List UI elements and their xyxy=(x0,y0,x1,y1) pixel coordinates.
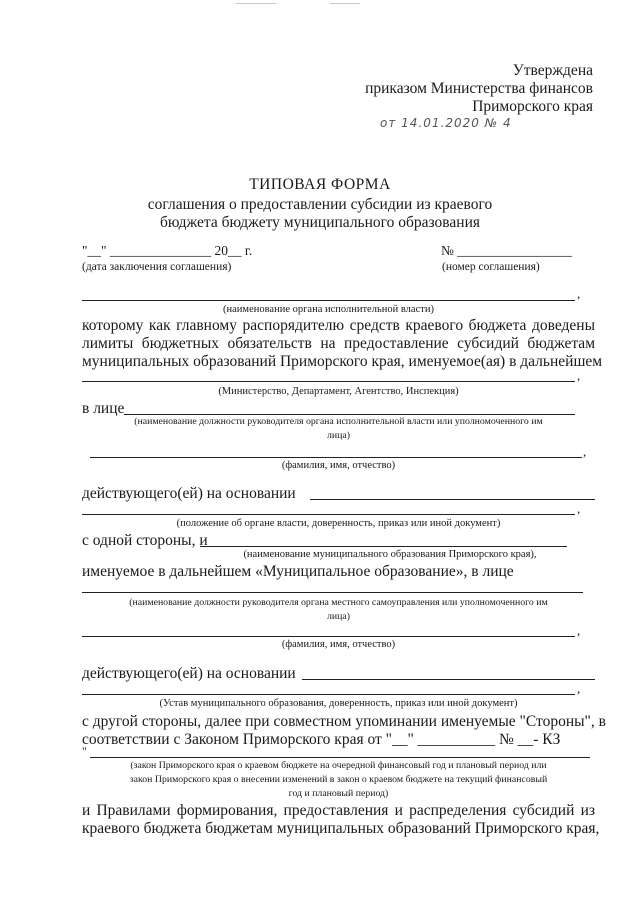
head-position-line xyxy=(124,414,575,415)
municipality-line xyxy=(200,546,567,547)
basis-line xyxy=(82,694,575,695)
paragraph-line: и Правилами формирования, предоставления и распределения субсидий из xyxy=(82,802,595,819)
law-quote-mark: " xyxy=(82,744,87,758)
authority-name-caption: (наименование органа исполнительной власти) xyxy=(223,304,434,315)
paragraph-line: лимиты бюджетных обязательств на предоставление субсидий бюджетам xyxy=(82,335,595,352)
law-caption: год и плановый период) xyxy=(288,788,389,799)
local-head-line xyxy=(82,592,583,593)
paragraph-line: именуемое в дальнейшем «Муниципальное образование», в лице xyxy=(82,563,514,580)
law-caption: закон Приморского края о внесении изменений в закон о краевом бюджете на текущий финансовый xyxy=(129,774,548,785)
fio-caption: (фамилия, имя, отчество) xyxy=(281,460,396,471)
form-title-line-1: соглашения о предоставлении субсидии из краевого xyxy=(147,196,493,213)
basis-line xyxy=(82,514,575,515)
local-head-caption: (наименование должности руководителя органа местного самоуправления или уполномоченного им xyxy=(129,597,548,608)
in-person-label: в лице xyxy=(82,400,125,417)
basis-caption: (Устав муниципального образования, доверенность, приказ или иной документ) xyxy=(159,698,518,709)
ministry-caption: (Министерство, Департамент, Агентство, Инспекция) xyxy=(218,386,459,397)
paragraph-line: с другой стороны, далее при совместном упоминании именуемые "Стороны", в xyxy=(82,713,606,730)
paragraph-line: краевого бюджета бюджетам муниципальных образований Приморского края, xyxy=(82,820,600,837)
ministry-line xyxy=(82,381,575,382)
fio-caption: (фамилия, имя, отчество) xyxy=(281,639,396,650)
agreement-number-field: № _________________ xyxy=(441,243,573,258)
head-position-caption: лица) xyxy=(327,430,350,441)
agreement-date-caption: (дата заключения соглашения) xyxy=(82,261,232,273)
scan-mark xyxy=(330,3,360,4)
head-position-caption: (наименование должности руководителя органа исполнительной власти или уполномоченного им xyxy=(134,416,543,427)
form-title-line-2: бюджета бюджету муниципального образования xyxy=(159,214,481,231)
approval-line-1: Утверждена xyxy=(512,62,593,79)
approval-line-2: приказом Министерства финансов xyxy=(365,80,593,97)
local-head-caption: лица) xyxy=(327,611,350,622)
law-caption: (закон Приморского края о краевом бюджете на очередной финансовый год и плановый период или xyxy=(130,760,547,771)
approval-line-3: Приморского края xyxy=(472,98,593,115)
paragraph-line: соответствии с Законом Приморского края от "__" __________ № __- КЗ xyxy=(82,731,561,748)
one-side-label: с одной стороны, и xyxy=(82,532,208,549)
municipality-caption: (наименование муниципального образования Приморского края), xyxy=(243,549,537,560)
basis-caption: (положение об органе власти, доверенность, приказ или иной документ) xyxy=(176,518,501,529)
law-line xyxy=(90,757,590,758)
basis-line xyxy=(302,679,595,680)
handwritten-date-number: от 14.01.2020 № 4 xyxy=(380,116,512,130)
form-heading: ТИПОВАЯ ФОРМА xyxy=(249,176,391,193)
agreement-date-field: "__" _______________ 20__ г. xyxy=(82,243,253,258)
fio-line xyxy=(82,636,575,637)
authority-name-line xyxy=(82,300,575,301)
acting-basis-label: действующего(ей) на основании xyxy=(82,665,296,682)
agreement-number-caption: (номер соглашения) xyxy=(442,261,540,273)
paragraph-line: которому как главному распорядителю средств краевого бюджета доведены xyxy=(82,317,595,334)
paragraph-line: муниципальных образований Приморского края, именуемое(ая) в дальнейшем xyxy=(82,353,603,370)
fio-line xyxy=(90,457,582,458)
scan-mark xyxy=(236,3,276,4)
acting-basis-label: действующего(ей) на основании xyxy=(82,485,296,502)
basis-line xyxy=(310,499,595,500)
